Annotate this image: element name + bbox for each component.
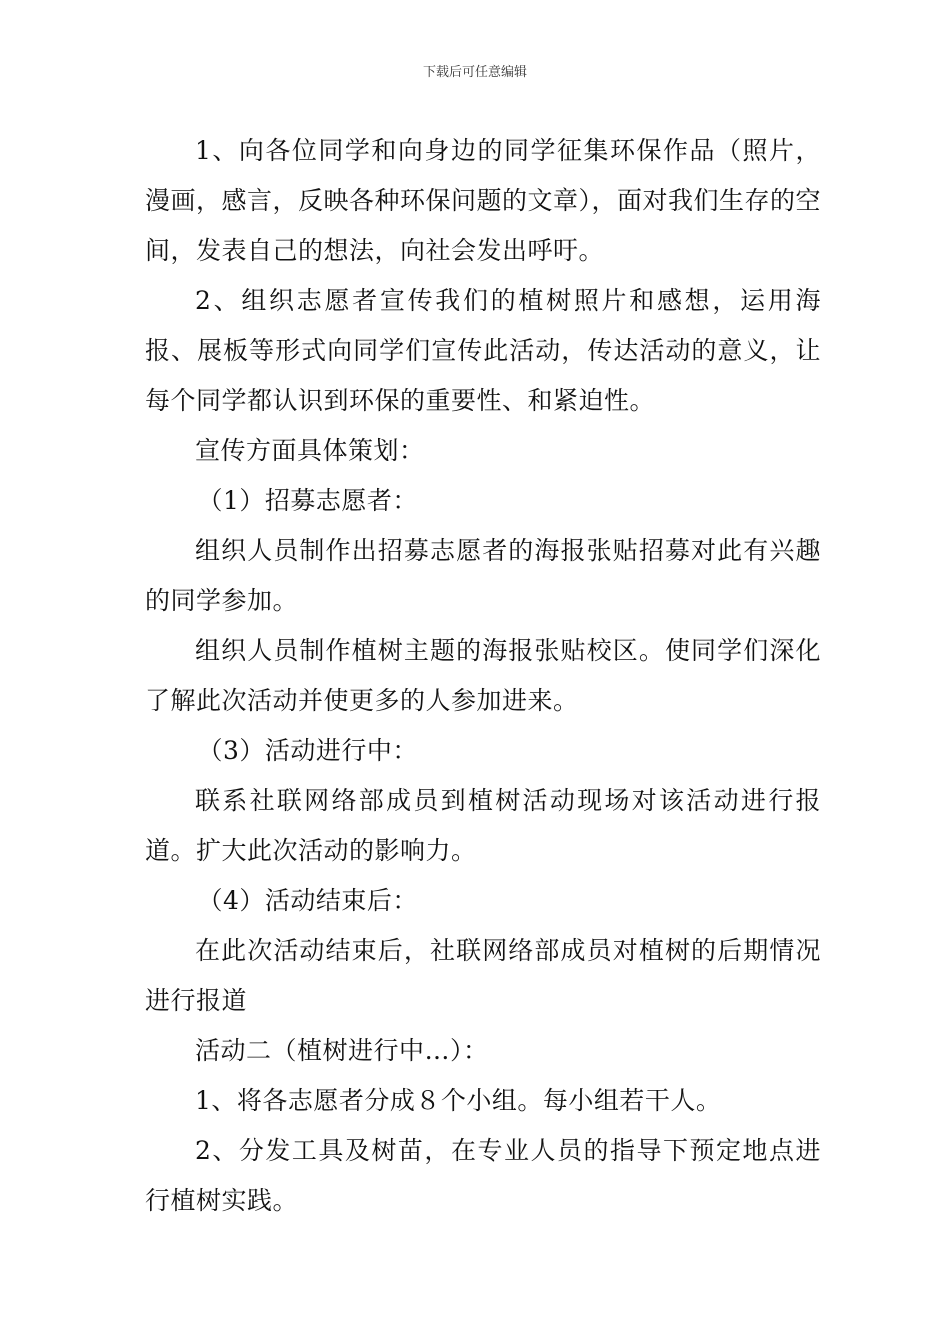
paragraph-activity-two-heading: 活动二（植树进行中…）： (195, 1036, 489, 1065)
paragraph-campus-poster: 组织人员制作植树主题的海报张贴校区。使同学们深化了解此次活动并使更多的人参加进来。 (145, 636, 821, 715)
paragraph-in-progress-report: 联系社联网络部成员到植树活动现场对该活动进行报道。扩大此次活动的影响力。 (145, 786, 821, 865)
paragraph-groups: 1、将各志愿者分成８个小组。每小组若干人。 (195, 1086, 722, 1115)
paragraph-collect-works: 1、向各位同学和向身边的同学征集环保作品（照片，漫画，感言，反映各种环保问题的文章），面对我们生存的空间，发表自己的想法，向社会发出呼吁。 (145, 136, 822, 265)
paragraph-recruit-poster: 组织人员制作出招募志愿者的海报张贴招募对此有兴趣的同学参加。 (145, 536, 821, 615)
paragraph-promotion-plan-heading: 宣传方面具体策划： (195, 436, 425, 465)
document-body (145, 126, 821, 1226)
paragraph-tools-planting: 2、分发工具及树苗，在专业人员的指导下预定地点进行植树实践。 (145, 1136, 821, 1215)
paragraph-after-event-heading: （4）活动结束后： (197, 886, 418, 915)
paragraph-recruit-heading: （1）招募志愿者： (197, 486, 418, 515)
page-header-note: 下载后可任意编辑 (422, 65, 527, 80)
paragraph-after-event-report: 在此次活动结束后，社联网络部成员对植树的后期情况进行报道 (145, 936, 821, 1015)
paragraph-volunteer-promotion: 2、组织志愿者宣传我们的植树照片和感想，运用海报、展板等形式向同学们宣传此活动，传达活动的意义，让每个同学都认识到环保的重要性、和紧迫性。 (145, 286, 821, 415)
paragraph-in-progress-heading: （3）活动进行中： (197, 736, 418, 765)
